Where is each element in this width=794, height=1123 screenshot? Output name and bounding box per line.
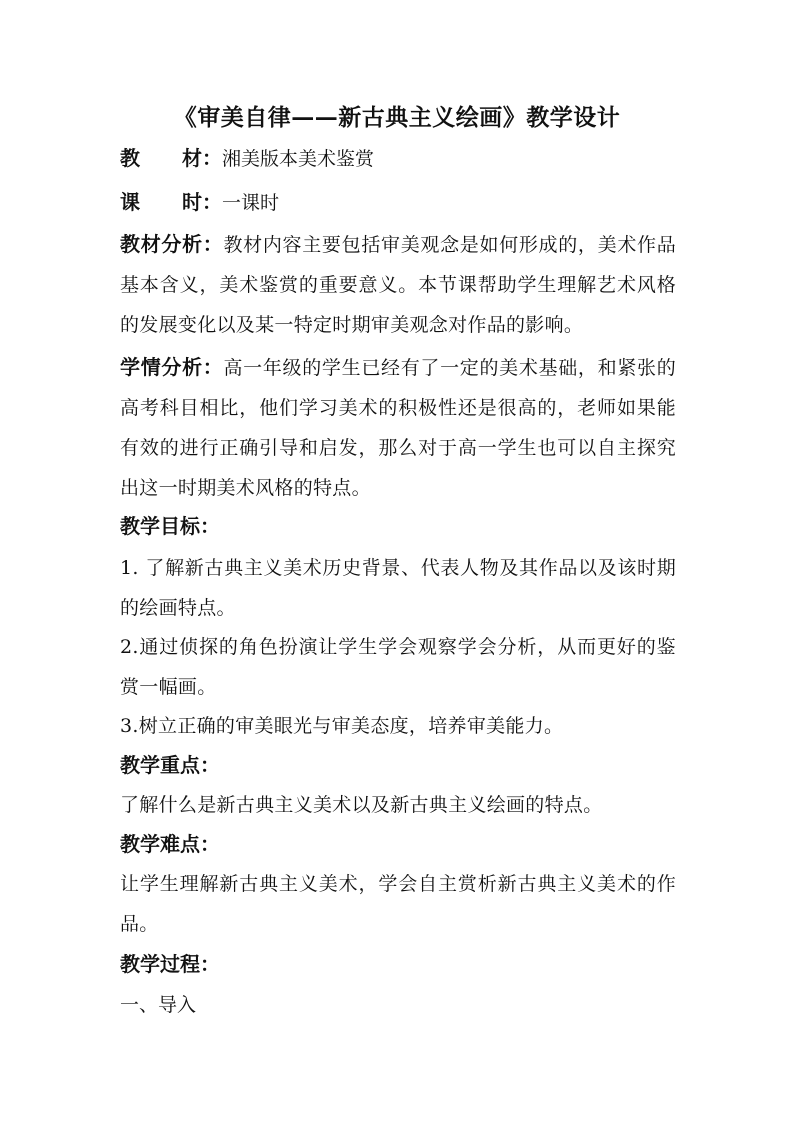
objective-item-1: 1. 了解新古典主义美术历史背景、代表人物及其作品以及该时期的绘画特点。 [120,557,676,619]
document-title: 《审美自律——新古典主义绘画》教学设计 [173,104,621,131]
lesson-hours-row [120,185,680,220]
difficulties-heading: 教学难点： [120,832,220,856]
student-analysis-label: 学情分析： [120,355,224,379]
difficulties-text: 让学生理解新古典主义美术，学会自主赏析新古典主义美术的作品。 [120,873,676,935]
objective-item-3: 3.树立正确的审美眼光与审美态度，培养审美能力。 [120,715,564,737]
lesson-hours-label-b: 时： [182,190,222,214]
key-points-text: 了解什么是新古典主义美术以及新古典主义绘画的特点。 [120,794,603,816]
process-heading: 教学过程： [120,952,220,976]
textbook-row [120,141,680,176]
process-step-1: 一、导入 [120,994,197,1016]
textbook-label-b: 材： [182,146,222,170]
student-analysis-paragraph [120,347,676,508]
textbook-value: 湘美版本美术鉴赏 [222,148,375,170]
material-analysis-text: 教材内容主要包括审美观念是如何形成的，美术作品基本含义，美术鉴赏的重要意义。本节课帮助学生理解艺术风格的发展变化以及某一特定时期审美观念对作品的影响。 [120,234,677,336]
material-analysis-paragraph [120,224,676,345]
lesson-hours-label-a: 课 [120,190,140,214]
key-points-heading: 教学重点： [120,753,220,777]
lesson-hours-value: 一课时 [222,192,280,214]
objective-item-2: 2.通过侦探的角色扮演让学生学会观察学会分析，从而更好的鉴赏一幅画。 [120,636,676,698]
material-analysis-label: 教材分析： [120,232,224,256]
textbook-label-a: 教 [120,146,140,170]
student-analysis-text: 高一年级的学生已经有了一定的美术基础，和紧张的高考科目相比，他们学习美术的积极性还是很高的，老师如果能有效的进行正确引导和启发，那么对于高一学生也可以自主探究出这一时期美术风格的特点。 [120,357,677,499]
objectives-heading: 教学目标： [120,514,220,538]
